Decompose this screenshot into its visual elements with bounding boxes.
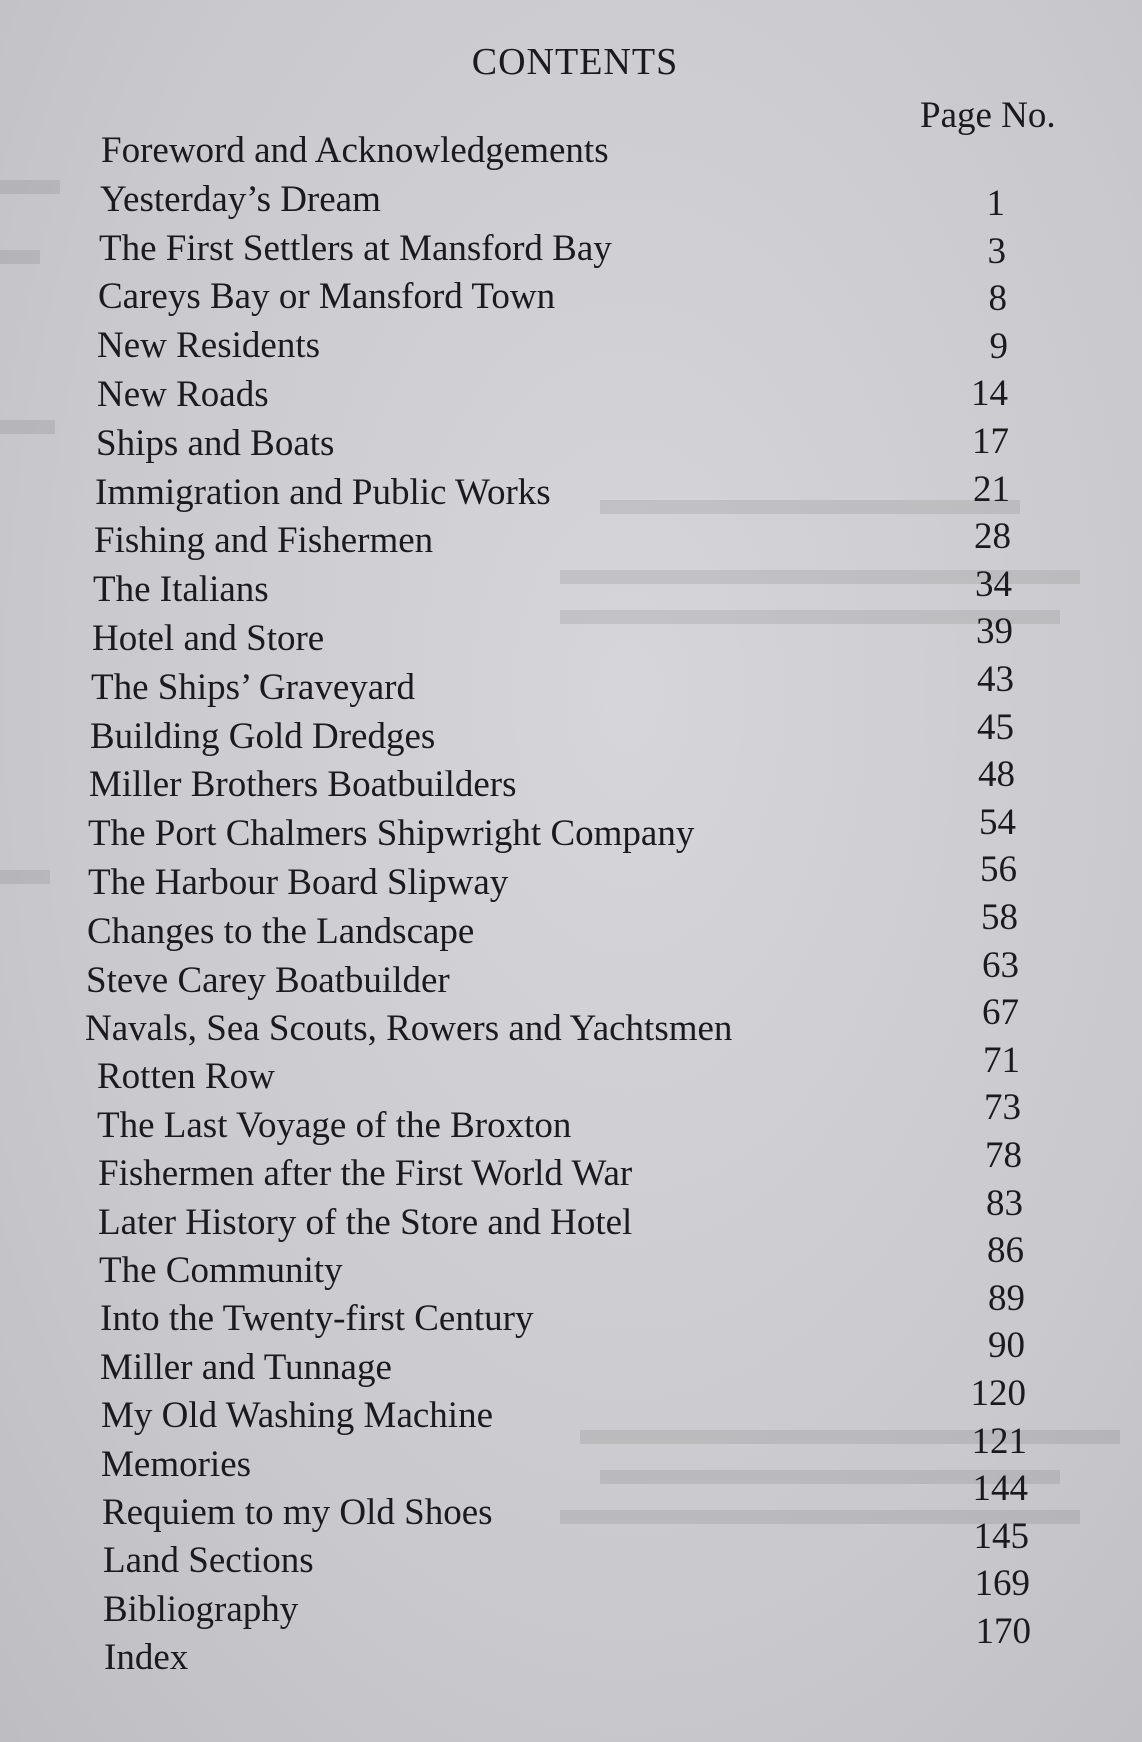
toc-entry-page-number: 73 xyxy=(984,1087,1021,1128)
toc-entry-page-number: 145 xyxy=(973,1516,1029,1557)
toc-entry-page-number: 48 xyxy=(978,754,1015,795)
toc-entry-title: Index xyxy=(104,1637,189,1678)
toc-entry-title: Hotel and Store xyxy=(92,618,325,659)
toc-entry-page-number: 170 xyxy=(975,1611,1031,1652)
toc-entry-page-number: 89 xyxy=(988,1278,1025,1319)
toc-entry-title: The Port Chalmers Shipwright Company xyxy=(88,813,695,854)
toc-entry-page-number: 120 xyxy=(970,1373,1026,1414)
toc-entry-page-number: 9 xyxy=(989,326,1008,367)
toc-entry-page-number: 14 xyxy=(971,373,1008,414)
toc-entry-page-number: 63 xyxy=(982,945,1019,986)
toc-entry-title: Navals, Sea Scouts, Rowers and Yachtsmen xyxy=(85,1008,733,1049)
toc-entry-page-number: 3 xyxy=(987,231,1006,272)
toc-entry-title: Careys Bay or Mansford Town xyxy=(98,276,556,317)
toc-entry-title: Miller Brothers Boatbuilders xyxy=(89,764,517,805)
toc-entry-page-number: 71 xyxy=(983,1040,1020,1081)
toc-entry-page-number: 90 xyxy=(988,1325,1025,1366)
page-number-column-header: Page No. xyxy=(920,95,1056,136)
toc-entry-title: Steve Carey Boatbuilder xyxy=(86,960,450,1001)
toc-entry-title: Miller and Tunnage xyxy=(100,1347,392,1388)
toc-entry-title: Ships and Boats xyxy=(96,423,335,464)
toc-entry-page-number: 1 xyxy=(986,183,1005,224)
toc-entry-title: Fishing and Fishermen xyxy=(94,520,434,561)
toc-entry-title: The Community xyxy=(99,1250,343,1291)
toc-entry-page-number: 121 xyxy=(971,1421,1027,1462)
toc-entry-page-number: 83 xyxy=(986,1183,1023,1224)
toc-entry-page-number: 67 xyxy=(982,992,1019,1033)
toc-entry-page-number: 54 xyxy=(979,802,1016,843)
toc-entry-title: New Residents xyxy=(97,325,320,366)
toc-entry-page-number: 43 xyxy=(977,659,1014,700)
toc-entry-page-number: 58 xyxy=(981,897,1018,938)
toc-entry-title: The Harbour Board Slipway xyxy=(88,862,509,903)
toc-entry-page-number: 21 xyxy=(973,469,1010,510)
toc-entry-title: New Roads xyxy=(97,374,269,415)
toc-entry-page-number: 28 xyxy=(974,516,1011,557)
toc-entry-page-number: 34 xyxy=(975,564,1012,605)
toc-entry-title: Fishermen after the First World War xyxy=(98,1153,633,1194)
toc-entry-title: Requiem to my Old Shoes xyxy=(102,1492,493,1533)
toc-entry-page-number: 17 xyxy=(972,421,1009,462)
toc-entry-page-number: 144 xyxy=(972,1468,1028,1509)
toc-entry-title: The First Settlers at Mansford Bay xyxy=(99,228,612,269)
toc-entry-title: Rotten Row xyxy=(97,1056,275,1097)
toc-entry-page-number: 39 xyxy=(976,611,1013,652)
toc-entry-title: The Last Voyage of the Broxton xyxy=(97,1105,572,1146)
toc-entry-title: Into the Twenty-first Century xyxy=(100,1298,534,1339)
toc-entry-page-number: 56 xyxy=(980,849,1017,890)
toc-entry-page-number: 86 xyxy=(987,1230,1024,1271)
toc-entry-title: Yesterday’s Dream xyxy=(100,179,381,220)
toc-entry-title: Foreword and Acknowledgements xyxy=(101,130,609,171)
toc-entry-title: Land Sections xyxy=(103,1540,314,1581)
toc-entry-title: Bibliography xyxy=(103,1589,299,1630)
toc-entry-title: The Ships’ Graveyard xyxy=(91,667,415,708)
contents-heading: CONTENTS xyxy=(471,41,679,83)
toc-entry-title: Immigration and Public Works xyxy=(95,472,551,513)
toc-entry-title: My Old Washing Machine xyxy=(101,1395,493,1436)
toc-entry-page-number: 45 xyxy=(977,707,1014,748)
toc-entry-title: Changes to the Landscape xyxy=(87,911,475,952)
toc-entry-title: Memories xyxy=(101,1444,252,1485)
toc-entry-title: Building Gold Dredges xyxy=(90,716,436,757)
toc-entry-page-number: 169 xyxy=(974,1563,1030,1604)
toc-entry-title: Later History of the Store and Hotel xyxy=(98,1202,633,1243)
toc-entry-page-number: 78 xyxy=(985,1135,1022,1176)
toc-entry-page-number: 8 xyxy=(988,278,1007,319)
toc-entry-title: The Italians xyxy=(93,569,269,610)
